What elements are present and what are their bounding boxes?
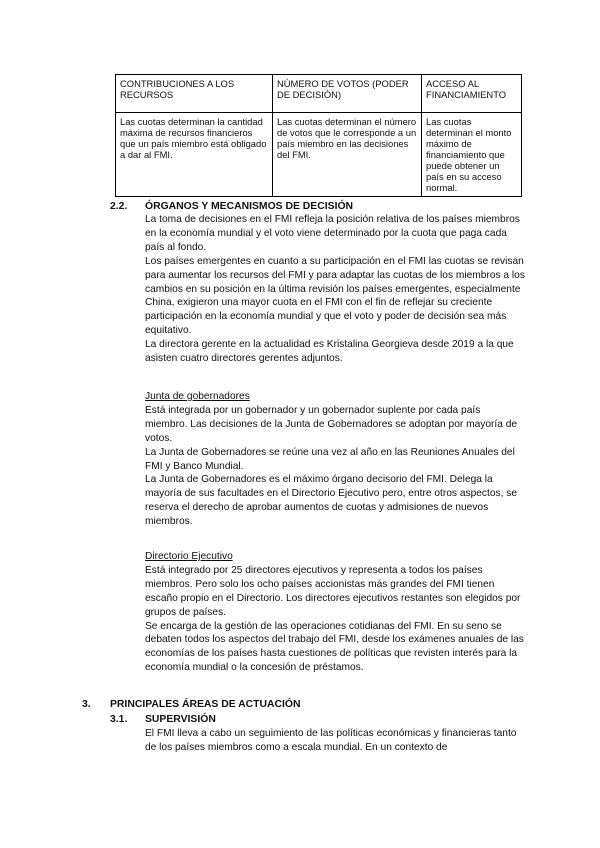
junta-subsection <box>145 390 525 529</box>
paragraph: La Junta de Gobernadores se reúne una vez al año en las Reuniones Anuales del FMI y Banco Mundial. <box>145 446 515 472</box>
paragraph: Los países emergentes en cuanto a su participación en el FMI las cuotas se revisan para aumentar los recursos del FMI y para adaptar las cuotas de los miembros a los cambios en su posición en la última revisión los países emergentes, especialmente China, exigieron una mayor cuota en el FMI con el fin de reflejar su creciente participación en la economía mundial y que el voto y poder de decisión sea más equitativo. <box>145 255 525 337</box>
subsection-title: Directorio Ejecutivo <box>145 551 233 562</box>
paragraph: La Junta de Gobernadores es el máximo órgano decisorio del FMI. Delega la mayoría de sus facultades en el Directorio Ejecutivo pero, entre otros aspectos, se reserva el derecho de aprobar aumentos de cuotas y admisiones de nuevos miembros. <box>145 474 518 528</box>
quota-functions-table <box>115 74 522 197</box>
section-heading: ÓRGANOS Y MECANISMOS DE DECISIÓN <box>145 201 354 212</box>
table-cell: Las cuotas determinan el monto máximo de financiamiento que puede obtener un país en su acceso normal. <box>422 113 522 197</box>
table-row <box>116 113 522 197</box>
paragraph: La toma de decisiones en el FMI refleja la posición relativa de los países miembros en la economía mundial y el voto viene determinado por la cuota que paga cada país al fondo. <box>145 214 520 253</box>
paragraph: El FMI lleva a cabo un seguimiento de las políticas económicas y financieras tanto de los países miembros como a escala mundial. En un contexto de <box>145 728 517 753</box>
paragraph: La directora gerente en la actualidad es Kristalina Georgieva desde 2019 a la que asisten cuatro directores gerentes adjuntos. <box>145 339 514 365</box>
table-header-row <box>116 75 522 113</box>
paragraph: Está integrado por 25 directores ejecutivos y representa a todos los países miembros. Pero solo los ocho países accionistas más grandes del FMI tienen escaño propio en el Directorio. Los directores ejecutivos restantes son elegidos por grupos de países. <box>145 564 521 618</box>
section-heading: PRINCIPALES ÁREAS DE ACTUACIÓN <box>110 699 301 710</box>
table-cell: Las cuotas determinan la cantidad máxima de recursos financieros que un país miembro está obligado a dar al FMI. <box>116 113 273 197</box>
section-number: 2.2. <box>110 201 128 212</box>
section-body <box>145 727 525 755</box>
paragraph: Está integrada por un gobernador y un gobernador suplente por cada país miembro. Las decisiones de la Junta de Gobernadores se adoptan por mayoría de votos. <box>145 404 518 444</box>
paragraph: Se encarga de la gestión de las operaciones cotidianas del FMI. En su seno se debaten todos los aspectos del trabajo del FMI, desde los exámenes anuales de las economías de los países hasta cuestiones de políticas que revisten interés para la economía mundial o la concesión de préstamos. <box>145 620 524 674</box>
subsection-heading: SUPERVISIÓN <box>145 714 216 725</box>
directorio-subsection <box>145 550 525 675</box>
subsection-title: Junta de gobernadores <box>145 391 250 402</box>
section-number: 3. <box>82 699 91 710</box>
table-header-cell: CONTRIBUCIONES A LOS RECURSOS <box>116 75 273 113</box>
table-header-cell: NÚMERO DE VOTOS (PODER DE DECISIÓN) <box>273 75 422 113</box>
section-body <box>145 213 525 366</box>
table-header-cell: ACCESO AL FINANCIAMIENTO <box>422 75 522 113</box>
table-cell: Las cuotas determinan el número de votos que le corresponde a un país miembro en las decisiones del FMI. <box>273 113 422 197</box>
subsection-number: 3.1. <box>110 714 128 725</box>
